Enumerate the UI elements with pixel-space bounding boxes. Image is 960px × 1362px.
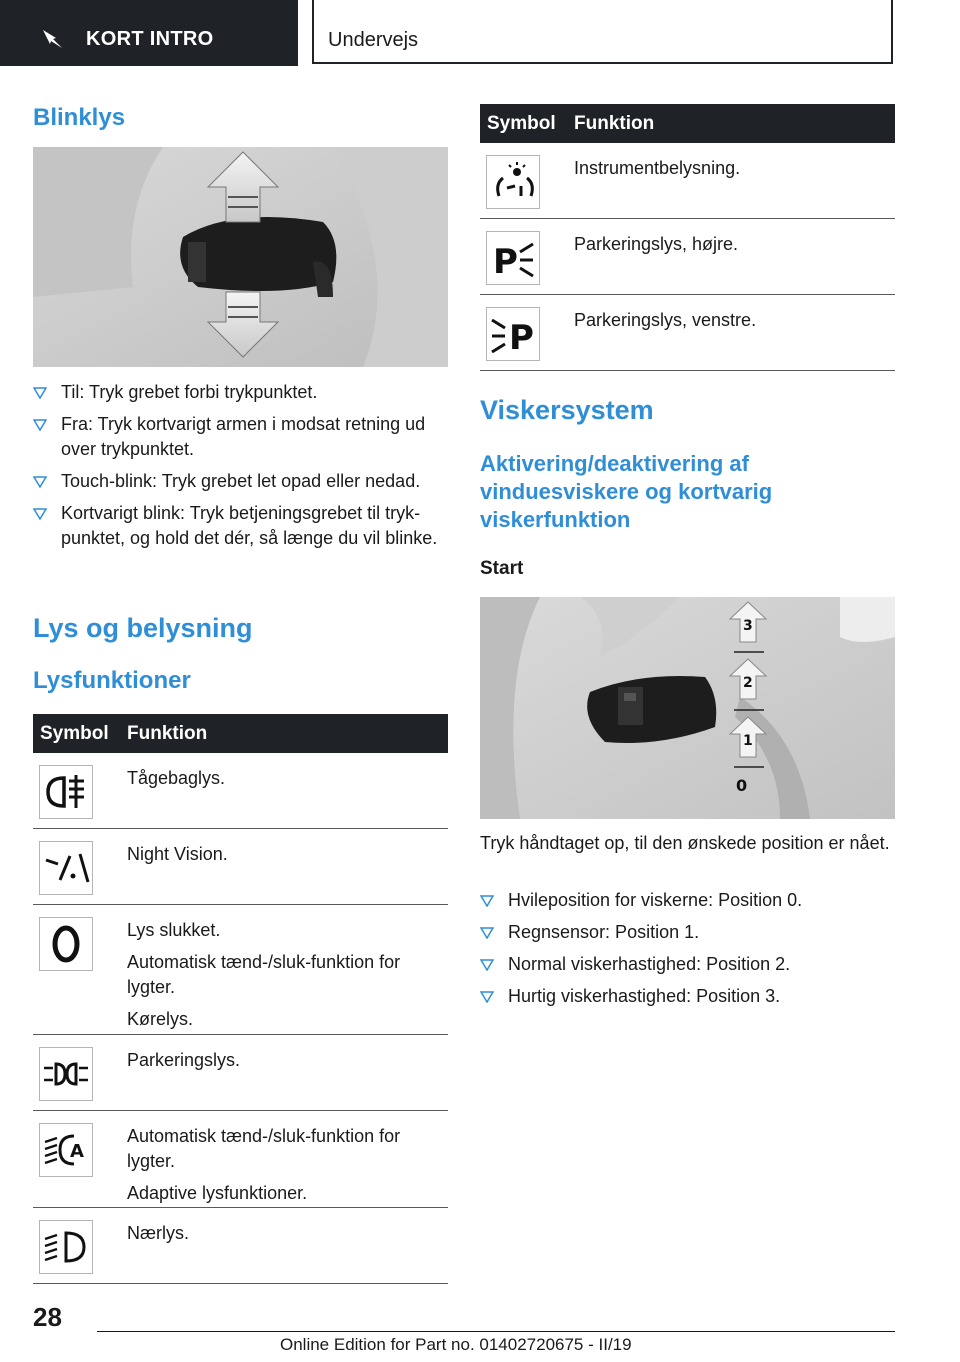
light-functions-table [33, 714, 448, 1284]
parking-light-right-icon [486, 231, 540, 285]
bullet-triangle-icon [480, 927, 494, 939]
list-item: Touch-blink: Tryk grebet let opad eller nedad. [33, 469, 451, 494]
position-3-label: 3 [743, 618, 753, 634]
edition-text: Online Edition for Part no. 01402720675 - II/19 [280, 1335, 632, 1354]
table-row: P Parkeringslys, højre. [480, 219, 895, 295]
section-tab[interactable] [0, 0, 298, 66]
instrument-lighting-icon [486, 155, 540, 209]
table-header [33, 714, 448, 753]
bullet-triangle-icon [480, 991, 494, 1003]
table-row: Parkeringslys. [33, 1035, 448, 1111]
bullet-triangle-icon [33, 476, 47, 488]
page-section-header [312, 0, 893, 64]
list-item: Fra: Tryk kortvarigt armen i modsat retning ud over trykpunktet. [33, 412, 451, 462]
list-item: Normal viskerhastighed: Position 2. [480, 952, 895, 977]
table-row: Night Vision. [33, 829, 448, 905]
list-item: Kortvarigt blink: Tryk betjeningsgrebet til tryk-punktet, og hold det dér, så længe du vil blinke. [33, 501, 451, 551]
svg-text:A: A [70, 1141, 84, 1162]
bullet-triangle-icon [33, 387, 47, 399]
section-label: KORT INTRO [86, 28, 214, 50]
lys-heading: Lys og belysning [33, 613, 253, 643]
lights-off-zero-icon [39, 917, 93, 971]
wiper-intro-text: Tryk håndtaget op, til den ønskede position er nået. [480, 833, 890, 853]
column-symbol: Symbol [487, 113, 556, 134]
auto-headlight-icon [39, 1123, 93, 1177]
position-0-label: 0 [736, 776, 748, 795]
sparkle-icon [40, 28, 66, 50]
table-header [480, 104, 895, 143]
instrument-lights-table [480, 104, 895, 371]
fog-light-icon [39, 765, 93, 819]
bullet-triangle-icon [33, 419, 47, 431]
start-label: Start [480, 558, 524, 579]
parking-light-left-icon [486, 307, 540, 361]
list-item: Hvileposition for viskerne: Position 0. [480, 888, 895, 913]
lysfunktioner-heading: Lysfunktioner [33, 667, 191, 694]
night-vision-icon [39, 841, 93, 895]
parking-lights-icon [39, 1047, 93, 1101]
viskersystem-heading: Viskersystem [480, 395, 654, 425]
table-row: Tågebaglys. [33, 753, 448, 829]
table-row: Instrumentbelysning. [480, 143, 895, 219]
wiper-positions-list [480, 888, 895, 1016]
low-beam-icon [39, 1220, 93, 1274]
bullet-triangle-icon [33, 508, 47, 520]
position-1-label: 1 [743, 733, 753, 749]
table-row: Nærlys. [33, 1208, 448, 1284]
bullet-triangle-icon [480, 895, 494, 907]
bullet-triangle-icon [480, 959, 494, 971]
visker-subheading: Aktivering/deaktivering af vinduesviskere og kortvarig viskerfunktion [480, 451, 773, 532]
list-item: Regnsensor: Position 1. [480, 920, 895, 945]
blinklys-list [33, 380, 451, 558]
page-section-label: Undervejs [328, 29, 419, 51]
column-funktion: Funktion [574, 113, 655, 134]
column-symbol: Symbol [40, 723, 109, 744]
position-2-label: 2 [743, 675, 753, 691]
column-funktion: Funktion [127, 723, 208, 744]
svg-text:P: P [509, 318, 534, 358]
blinklys-heading: Blinklys [33, 104, 126, 131]
wiper-lever-photo [480, 597, 895, 819]
table-row: Lys slukket. Automatisk tænd-/sluk-funktion for lygter. Kørelys. [33, 905, 448, 1035]
table-row: P Parkeringslys, venstre. [480, 295, 895, 371]
footer-divider [97, 1331, 895, 1332]
turn-signal-photo [33, 147, 448, 367]
table-row: A Automatisk tænd-/sluk-funktion for lygter. Adaptive lysfunktioner. [33, 1111, 448, 1208]
page-number: 28 [33, 1302, 62, 1332]
list-item: Til: Tryk grebet forbi trykpunktet. [33, 380, 451, 405]
list-item: Hurtig viskerhastighed: Position 3. [480, 984, 895, 1009]
svg-text:P: P [493, 242, 518, 282]
